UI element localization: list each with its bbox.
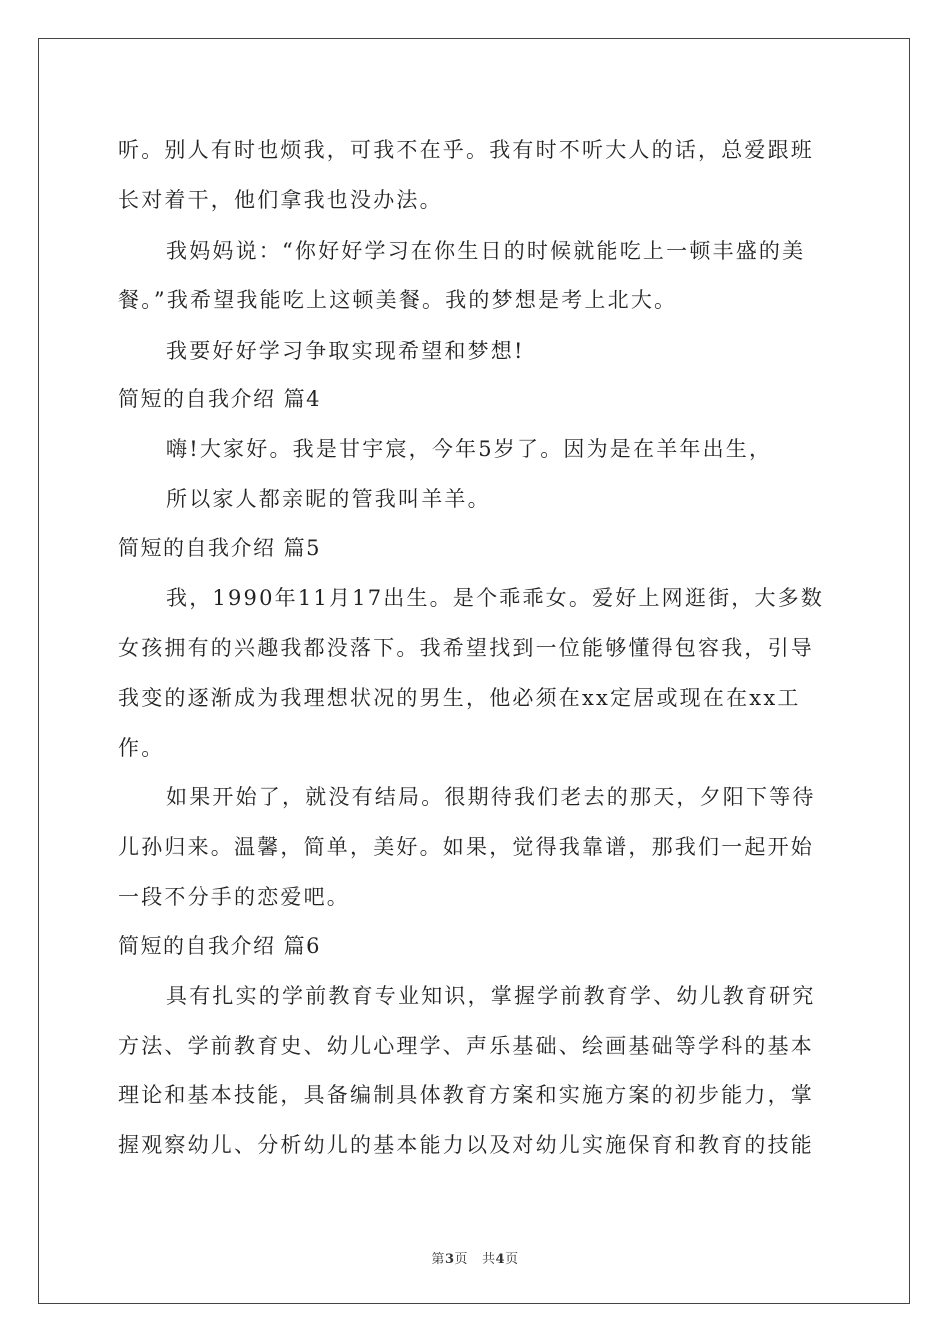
page-number: 3 (444, 1252, 455, 1267)
total-pages-indicator: 共4页 (482, 1252, 519, 1267)
paragraph-line: 餐。”我希望我能吃上这顿美餐。我的梦想是考上北大。 (118, 288, 678, 312)
paragraph-line: 嗨!大家好。我是甘宇宸，今年5岁了。因为是在羊年出生， (166, 437, 773, 461)
paragraph-line: 具有扎实的学前教育专业知识，掌握学前教育学、幼儿教育研究 (166, 984, 816, 1008)
paragraph-line: 方法、学前教育史、幼儿心理学、声乐基础、绘画基础等学科的基本 (118, 1034, 814, 1058)
total-pages: 4 (495, 1252, 506, 1267)
paragraph-line: 我妈妈说：“你好好学习在你生日的时候就能吃上一顿丰盛的美 (166, 239, 806, 263)
page-indicator: 第3页 (431, 1252, 468, 1267)
page-border (38, 38, 910, 1304)
section-heading: 简短的自我介绍 篇5 (118, 536, 322, 560)
paragraph-line: 一段不分手的恋爱吧。 (118, 885, 350, 909)
paragraph-line: 我变的逐渐成为我理想状况的男生，他必须在xx定居或现在在xx工 (118, 686, 801, 710)
paragraph-line: 我要好好学习争取实现希望和梦想! (166, 339, 525, 363)
paragraph-line: 作。 (118, 736, 165, 760)
paragraph-line: 所以家人都亲昵的管我叫羊羊。 (166, 487, 491, 511)
paragraph-line: 我，1990年11月17出生。是个乖乖女。爱好上网逛街，大多数 (166, 586, 825, 610)
paragraph-line: 理论和基本技能，具备编制具体教育方案和实施方案的初步能力，掌 (118, 1083, 814, 1107)
section-heading: 简短的自我介绍 篇6 (118, 934, 322, 958)
paragraph-line: 听。别人有时也烦我，可我不在乎。我有时不听大人的话，总爱跟班 (118, 138, 814, 162)
page-footer (0, 1248, 950, 1267)
section-heading: 简短的自我介绍 篇4 (118, 387, 322, 411)
paragraph-line: 握观察幼儿、分析幼儿的基本能力以及对幼儿实施保育和教育的技能 (118, 1133, 814, 1157)
paragraph-line: 如果开始了，就没有结局。很期待我们老去的那天，夕阳下等待 (166, 785, 816, 809)
paragraph-line: 儿孙归来。温馨，简单，美好。如果，觉得我靠谱，那我们一起开始 (118, 835, 814, 859)
paragraph-line: 长对着干，他们拿我也没办法。 (118, 188, 443, 212)
paragraph-line: 女孩拥有的兴趣我都没落下。我希望找到一位能够懂得包容我，引导 (118, 636, 814, 660)
